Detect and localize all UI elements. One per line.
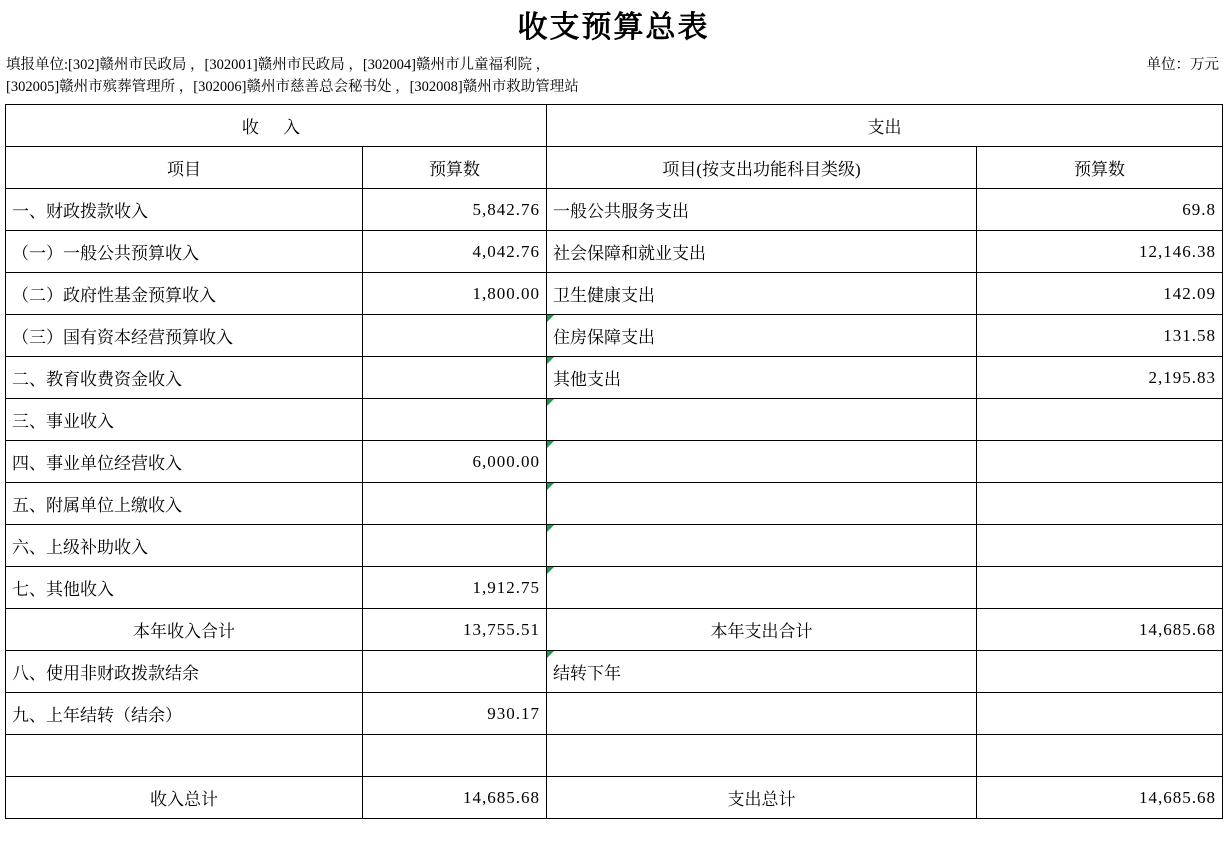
table-row xyxy=(6,315,1223,357)
table-row xyxy=(6,609,1223,651)
cell-income-item: 七、其他收入 xyxy=(6,567,363,609)
cell-expense-amount: 69.8 xyxy=(977,189,1223,231)
group-header-income: 收 入 xyxy=(6,105,547,147)
table-row xyxy=(6,483,1223,525)
cell-income-item: 九、上年结转（结余） xyxy=(6,693,363,735)
cell-income-item: （一）一般公共预算收入 xyxy=(6,231,363,273)
table-group-header-row xyxy=(6,105,1223,147)
table-row xyxy=(6,567,1223,609)
cell-income-item: 八、使用非财政拨款结余 xyxy=(6,651,363,693)
table-row xyxy=(6,399,1223,441)
cell-income-amount xyxy=(363,399,547,441)
table-row xyxy=(6,693,1223,735)
cell-income-item: 三、事业收入 xyxy=(6,399,363,441)
cell-income-amount xyxy=(363,525,547,567)
cell-expense-item xyxy=(547,735,977,777)
cell-expense-item: 其他支出 xyxy=(547,357,977,399)
cell-income-amount: 1,912.75 xyxy=(363,567,547,609)
cell-expense-amount: 142.09 xyxy=(977,273,1223,315)
table-row xyxy=(6,441,1223,483)
cell-expense-item: 支出总计 xyxy=(547,777,977,819)
cell-expense-amount xyxy=(977,399,1223,441)
cell-income-item: （二）政府性基金预算收入 xyxy=(6,273,363,315)
cell-income-amount xyxy=(363,315,547,357)
table-row xyxy=(6,651,1223,693)
table-row xyxy=(6,357,1223,399)
table-row xyxy=(6,735,1223,777)
cell-expense-item xyxy=(547,693,977,735)
table-row xyxy=(6,525,1223,567)
cell-expense-item: 一般公共服务支出 xyxy=(547,189,977,231)
cell-expense-item xyxy=(547,525,977,567)
cell-expense-item: 本年支出合计 xyxy=(547,609,977,651)
cell-income-item xyxy=(6,735,363,777)
cell-expense-item xyxy=(547,399,977,441)
cell-expense-amount xyxy=(977,483,1223,525)
table-row xyxy=(6,231,1223,273)
cell-income-item: 本年收入合计 xyxy=(6,609,363,651)
cell-income-item: 一、财政拨款收入 xyxy=(6,189,363,231)
cell-expense-item: 结转下年 xyxy=(547,651,977,693)
cell-income-amount xyxy=(363,651,547,693)
cell-expense-item: 社会保障和就业支出 xyxy=(547,231,977,273)
cell-expense-item: 住房保障支出 xyxy=(547,315,977,357)
column-header-income-item: 项目 xyxy=(6,147,363,189)
cell-income-amount: 13,755.51 xyxy=(363,609,547,651)
cell-expense-amount xyxy=(977,693,1223,735)
cell-income-item: 二、教育收费资金收入 xyxy=(6,357,363,399)
cell-expense-item xyxy=(547,483,977,525)
cell-income-amount: 1,800.00 xyxy=(363,273,547,315)
cell-expense-amount: 14,685.68 xyxy=(977,609,1223,651)
cell-income-amount xyxy=(363,357,547,399)
cell-expense-item: 卫生健康支出 xyxy=(547,273,977,315)
report-meta xyxy=(0,54,1227,98)
table-row xyxy=(6,777,1223,819)
cell-income-item: 四、事业单位经营收入 xyxy=(6,441,363,483)
group-header-expense: 支出 xyxy=(547,105,1223,147)
page-title: 收支预算总表 xyxy=(517,11,710,44)
cell-expense-amount xyxy=(977,567,1223,609)
cell-income-item: 五、附属单位上缴收入 xyxy=(6,483,363,525)
cell-expense-amount xyxy=(977,441,1223,483)
cell-income-amount: 6,000.00 xyxy=(363,441,547,483)
cell-income-amount: 4,042.76 xyxy=(363,231,547,273)
meta-line-2: [302005]赣州市殡葬管理所 ，[302006]赣州市慈善总会秘书处 ，[302008]赣州市救助管理站 xyxy=(6,79,579,95)
cell-income-amount: 930.17 xyxy=(363,693,547,735)
cell-income-item: 六、上级补助收入 xyxy=(6,525,363,567)
cell-expense-item xyxy=(547,567,977,609)
cell-expense-amount xyxy=(977,735,1223,777)
cell-income-amount: 14,685.68 xyxy=(363,777,547,819)
cell-income-amount xyxy=(363,735,547,777)
budget-table xyxy=(5,104,1223,819)
column-header-expense-item: 项目(按支出功能科目类级) xyxy=(547,147,977,189)
cell-income-item: （三）国有资本经营预算收入 xyxy=(6,315,363,357)
table-row xyxy=(6,189,1223,231)
cell-income-amount xyxy=(363,483,547,525)
cell-expense-amount xyxy=(977,525,1223,567)
cell-expense-amount: 12,146.38 xyxy=(977,231,1223,273)
unit-label: 单位：万元 xyxy=(1146,57,1219,73)
cell-expense-amount xyxy=(977,651,1223,693)
cell-expense-amount: 14,685.68 xyxy=(977,777,1223,819)
column-header-expense-amount: 预算数 xyxy=(977,147,1223,189)
meta-line-1: 填报单位:[302]赣州市民政局 ，[302001]赣州市民政局 ，[302004]赣州市儿童福利院 ， xyxy=(6,57,551,73)
table-row xyxy=(6,273,1223,315)
cell-expense-item xyxy=(547,441,977,483)
table-column-header-row xyxy=(6,147,1223,189)
cell-income-item: 收入总计 xyxy=(6,777,363,819)
cell-expense-amount: 2,195.83 xyxy=(977,357,1223,399)
column-header-income-amount: 预算数 xyxy=(363,147,547,189)
cell-income-amount: 5,842.76 xyxy=(363,189,547,231)
cell-expense-amount: 131.58 xyxy=(977,315,1223,357)
